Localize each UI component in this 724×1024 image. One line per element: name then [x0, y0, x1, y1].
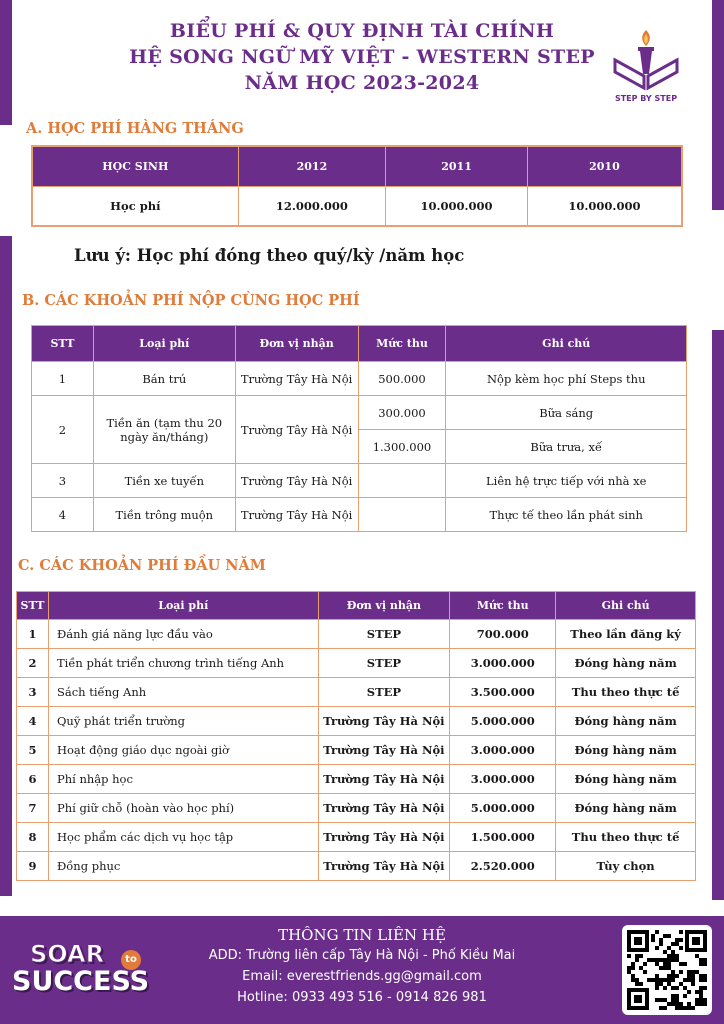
qr-module	[703, 986, 707, 990]
table-row	[17, 736, 696, 765]
qr-module	[667, 934, 671, 938]
contact-title: THÔNG TIN LIÊN HỆ	[278, 926, 446, 944]
table-cell: Đóng hàng năm	[556, 765, 696, 794]
qr-module	[695, 954, 699, 958]
qr-module	[687, 1002, 691, 1006]
table-cell: Tiền trông muộn	[93, 498, 235, 532]
slogan-word-soar: SOAR	[30, 940, 105, 968]
qr-module	[667, 946, 671, 950]
qr-module	[671, 978, 675, 982]
qr-module	[691, 970, 695, 974]
table-cell: Thu theo thực tế	[556, 823, 696, 852]
qr-module	[675, 942, 679, 946]
soar-to-success-slogan	[8, 934, 153, 1004]
qr-module	[655, 962, 659, 966]
qr-module	[703, 958, 707, 962]
contact-address: ADD: Trường liên cấp Tây Hà Nội - Phố Kiều Mai	[208, 948, 516, 963]
table-cell: 5	[17, 736, 49, 765]
column-header: STT	[32, 326, 94, 362]
qr-module	[695, 998, 699, 1002]
table-row	[17, 620, 696, 649]
table-row	[17, 678, 696, 707]
table-cell: Đóng hàng năm	[556, 736, 696, 765]
table-cell: Tùy chọn	[556, 852, 696, 881]
table-cell: 500.000	[358, 362, 446, 396]
table-row	[32, 498, 687, 532]
table-cell: 2.520.000	[450, 852, 556, 881]
table-row	[17, 794, 696, 823]
qr-module	[639, 982, 643, 986]
table-cell: Trường Tây Hà Nội	[318, 823, 450, 852]
logo-text: STEP BY STEP	[614, 94, 678, 103]
section-c-title: C. CÁC KHOẢN PHÍ ĐẦU NĂM	[18, 557, 266, 574]
qr-module	[679, 930, 683, 934]
column-header: HỌC SINH	[32, 146, 238, 186]
table-row	[17, 852, 696, 881]
qr-module	[631, 962, 635, 966]
qr-module	[687, 974, 691, 978]
table-cell: 9	[17, 852, 49, 881]
table-cell: Học phí	[32, 186, 238, 226]
table-cell: Tiền xe tuyến	[93, 464, 235, 498]
table-cell: 300.000	[358, 396, 446, 430]
table-cell	[358, 498, 446, 532]
qr-module	[667, 962, 671, 966]
qr-module	[691, 974, 695, 978]
table-header-row	[32, 326, 687, 362]
qr-module	[671, 958, 675, 962]
table-header-row	[17, 592, 696, 620]
qr-module	[675, 958, 679, 962]
column-header: Ghi chú	[556, 592, 696, 620]
table-cell: Quỹ phát triển trường	[48, 707, 318, 736]
column-header: STT	[17, 592, 49, 620]
table-cell: STEP	[318, 649, 450, 678]
qr-module	[691, 978, 695, 982]
qr-module	[675, 1006, 679, 1010]
table-cell: Bán trú	[93, 362, 235, 396]
table-header-row	[32, 146, 682, 186]
qr-module	[695, 990, 699, 994]
qr-module	[667, 958, 671, 962]
table-cell: Học phẩm các dịch vụ học tập	[48, 823, 318, 852]
qr-module	[655, 930, 659, 934]
qr-module	[671, 950, 675, 954]
qr-module	[699, 958, 703, 962]
table-cell: STEP	[318, 678, 450, 707]
qr-module	[671, 994, 675, 998]
qr-module	[659, 978, 663, 982]
qr-module	[687, 970, 691, 974]
qr-module	[679, 982, 683, 986]
qr-module	[651, 978, 655, 982]
header-title-line2: HỆ SONG NGỮ MỸ VIỆT - WESTERN STEP	[129, 46, 595, 68]
qr-module	[655, 998, 659, 1002]
qr-module	[655, 978, 659, 982]
column-header: Ghi chú	[446, 326, 687, 362]
table-cell: Trường Tây Hà Nội	[235, 464, 358, 498]
payment-note: Lưu ý: Học phí đóng theo quý/kỳ /năm học	[74, 246, 465, 265]
contact-email[interactable]: Email: everestfriends.gg@gmail.com	[242, 969, 482, 984]
table-cell: 3.000.000	[450, 765, 556, 794]
qr-module	[667, 966, 671, 970]
table-cell: 10.000.000	[527, 186, 682, 226]
qr-module	[687, 978, 691, 982]
table-cell: 3	[17, 678, 49, 707]
qr-module	[659, 998, 663, 1002]
table-cell: 2	[17, 649, 49, 678]
table-cell: Nộp kèm học phí Steps thu	[446, 362, 687, 396]
school-logo	[606, 26, 686, 116]
torch-book-logo-icon	[611, 26, 681, 92]
table-row	[17, 707, 696, 736]
qr-module	[663, 962, 667, 966]
column-header: 2010	[527, 146, 682, 186]
table-cell: 2	[32, 396, 94, 464]
qr-module	[663, 950, 667, 954]
table-row	[17, 765, 696, 794]
qr-module	[683, 1006, 687, 1010]
qr-module	[683, 986, 687, 990]
qr-module	[647, 978, 651, 982]
qr-module	[663, 986, 667, 990]
qr-code-icon[interactable]	[622, 925, 712, 1015]
column-header: Loại phí	[93, 326, 235, 362]
qr-module	[675, 998, 679, 1002]
table-cell: Trường Tây Hà Nội	[235, 396, 358, 464]
qr-module	[695, 1002, 699, 1006]
qr-module	[691, 982, 695, 986]
table-cell: Liên hệ trực tiếp với nhà xe	[446, 464, 687, 498]
qr-module	[675, 1002, 679, 1006]
table-cell: Trường Tây Hà Nội	[318, 707, 450, 736]
qr-module	[667, 982, 671, 986]
table-cell: Trường Tây Hà Nội	[318, 765, 450, 794]
qr-module	[655, 982, 659, 986]
qr-module	[687, 1006, 691, 1010]
qr-module	[703, 998, 707, 1002]
table-cell: Trường Tây Hà Nội	[235, 498, 358, 532]
table-cell: 3.000.000	[450, 736, 556, 765]
column-header: 2012	[238, 146, 386, 186]
header-title-line1: BIỂU PHÍ & QUY ĐỊNH TÀI CHÍNH	[169, 20, 555, 42]
qr-module	[683, 962, 687, 966]
monthly-tuition-table	[31, 145, 683, 227]
header-title-line3: NĂM HỌC 2023-2024	[244, 72, 480, 94]
table-cell: Đóng hàng năm	[556, 794, 696, 823]
table-row	[32, 464, 687, 498]
qr-module	[663, 978, 667, 982]
qr-module	[675, 938, 679, 942]
qr-module	[635, 954, 639, 958]
qr-module	[631, 978, 635, 982]
section-b-title: B. CÁC KHOẢN PHÍ NỘP CÙNG HỌC PHÍ	[22, 292, 360, 309]
qr-module	[627, 954, 631, 958]
table-cell: Đánh giá năng lực đầu vào	[48, 620, 318, 649]
qr-module	[683, 978, 687, 982]
table-cell: 12.000.000	[238, 186, 386, 226]
table-cell: Trường Tây Hà Nội	[318, 736, 450, 765]
qr-module	[639, 966, 643, 970]
table-cell: Đồng phục	[48, 852, 318, 881]
table-row	[32, 396, 687, 430]
qr-module	[659, 958, 663, 962]
table-cell: Hoạt động giáo dục ngoài giờ	[48, 736, 318, 765]
qr-module	[635, 958, 639, 962]
qr-module	[667, 1002, 671, 1006]
qr-code-pattern	[627, 930, 707, 1010]
qr-module	[699, 962, 703, 966]
fees-with-tuition-table	[31, 325, 687, 532]
table-cell: Trường Tây Hà Nội	[235, 362, 358, 396]
qr-module	[635, 982, 639, 986]
qr-module	[699, 994, 703, 998]
table-cell: Bữa trưa, xế	[446, 430, 687, 464]
table-row	[17, 649, 696, 678]
table-cell: Phí giữ chỗ (hoàn vào học phí)	[48, 794, 318, 823]
qr-module	[667, 954, 671, 958]
table-cell: STEP	[318, 620, 450, 649]
column-header: Đơn vị nhận	[318, 592, 450, 620]
qr-module	[699, 986, 703, 990]
column-header: Loại phí	[48, 592, 318, 620]
table-cell: 3	[32, 464, 94, 498]
table-cell: 5.000.000	[450, 707, 556, 736]
table-cell: 1	[17, 620, 49, 649]
qr-module	[671, 974, 675, 978]
qr-module	[651, 938, 655, 942]
table-cell: 4	[17, 707, 49, 736]
section-a-title: A. HỌC PHÍ HÀNG THÁNG	[26, 120, 244, 137]
qr-module	[695, 970, 699, 974]
qr-module	[679, 1002, 683, 1006]
table-cell: 1.300.000	[358, 430, 446, 464]
column-header: Đơn vị nhận	[235, 326, 358, 362]
table-cell: Đóng hàng năm	[556, 649, 696, 678]
table-cell: 8	[17, 823, 49, 852]
table-cell: Bữa sáng	[446, 396, 687, 430]
qr-module	[703, 974, 707, 978]
qr-module	[679, 962, 683, 966]
table-cell: 6	[17, 765, 49, 794]
qr-module	[671, 942, 675, 946]
table-cell	[358, 464, 446, 498]
qr-module	[659, 938, 663, 942]
table-cell: 3.500.000	[450, 678, 556, 707]
table-cell: Sách tiếng Anh	[48, 678, 318, 707]
qr-module	[675, 986, 679, 990]
table-cell: Thực tế theo lần phát sinh	[446, 498, 687, 532]
annual-fees-table	[16, 591, 696, 881]
qr-module	[699, 978, 703, 982]
qr-module	[699, 998, 703, 1002]
table-cell: 7	[17, 794, 49, 823]
qr-module	[671, 1002, 675, 1006]
qr-module	[663, 966, 667, 970]
qr-module	[647, 958, 651, 962]
qr-module	[671, 970, 675, 974]
column-header: Mức thu	[450, 592, 556, 620]
column-header: 2011	[386, 146, 528, 186]
qr-module	[667, 974, 671, 978]
qr-module	[663, 934, 667, 938]
qr-module	[675, 994, 679, 998]
qr-module	[699, 1002, 703, 1006]
qr-module	[679, 970, 683, 974]
qr-module	[699, 974, 703, 978]
table-cell: 700.000	[450, 620, 556, 649]
table-cell: Phí nhập học	[48, 765, 318, 794]
qr-module	[683, 994, 687, 998]
column-header: Mức thu	[358, 326, 446, 362]
qr-module	[659, 1006, 663, 1010]
contact-hotline[interactable]: Hotline: 0933 493 516 - 0914 826 981	[237, 990, 487, 1005]
qr-module	[671, 954, 675, 958]
qr-module	[691, 1006, 695, 1010]
qr-module	[655, 974, 659, 978]
qr-module	[671, 986, 675, 990]
qr-module	[671, 998, 675, 1002]
qr-module	[655, 958, 659, 962]
qr-module	[675, 974, 679, 978]
table-cell: Tiền ăn (tạm thu 20 ngày ăn/tháng)	[93, 396, 235, 464]
table-cell: 10.000.000	[386, 186, 528, 226]
qr-module	[663, 958, 667, 962]
qr-module	[703, 1002, 707, 1006]
qr-module	[663, 1006, 667, 1010]
qr-module	[655, 986, 659, 990]
qr-module	[631, 966, 635, 970]
table-row	[32, 186, 682, 226]
qr-module	[663, 998, 667, 1002]
qr-module	[679, 938, 683, 942]
table-cell: 1.500.000	[450, 823, 556, 852]
qr-module	[639, 954, 643, 958]
table-cell: Đóng hàng năm	[556, 707, 696, 736]
right-accent-bar	[712, 330, 724, 900]
qr-module	[643, 962, 647, 966]
qr-module	[679, 1006, 683, 1010]
qr-module	[679, 946, 683, 950]
table-row	[32, 362, 687, 396]
qr-module	[635, 978, 639, 982]
table-cell: Trường Tây Hà Nội	[318, 794, 450, 823]
table-cell: 3.000.000	[450, 649, 556, 678]
table-cell: 5.000.000	[450, 794, 556, 823]
qr-module	[643, 970, 647, 974]
qr-module	[687, 990, 691, 994]
table-cell: Theo lần đăng ký	[556, 620, 696, 649]
qr-module	[631, 974, 635, 978]
table-cell: 1	[32, 362, 94, 396]
qr-module	[667, 978, 671, 982]
qr-module	[659, 982, 663, 986]
qr-module	[651, 958, 655, 962]
qr-module	[627, 970, 631, 974]
qr-module	[627, 966, 631, 970]
qr-module	[651, 934, 655, 938]
qr-module	[659, 942, 663, 946]
qr-module	[659, 966, 663, 970]
left-accent-bar	[0, 236, 12, 896]
slogan-word-success: SUCCESS	[12, 966, 150, 997]
table-row	[17, 823, 696, 852]
qr-module	[655, 946, 659, 950]
table-cell: Tiền phát triển chương trình tiếng Anh	[48, 649, 318, 678]
qr-module	[703, 978, 707, 982]
qr-module	[699, 990, 703, 994]
qr-module	[675, 954, 679, 958]
table-cell: Trường Tây Hà Nội	[318, 852, 450, 881]
qr-module	[703, 962, 707, 966]
slogan-word-to: to	[121, 950, 141, 970]
table-cell: Thu theo thực tế	[556, 678, 696, 707]
table-cell: 4	[32, 498, 94, 532]
